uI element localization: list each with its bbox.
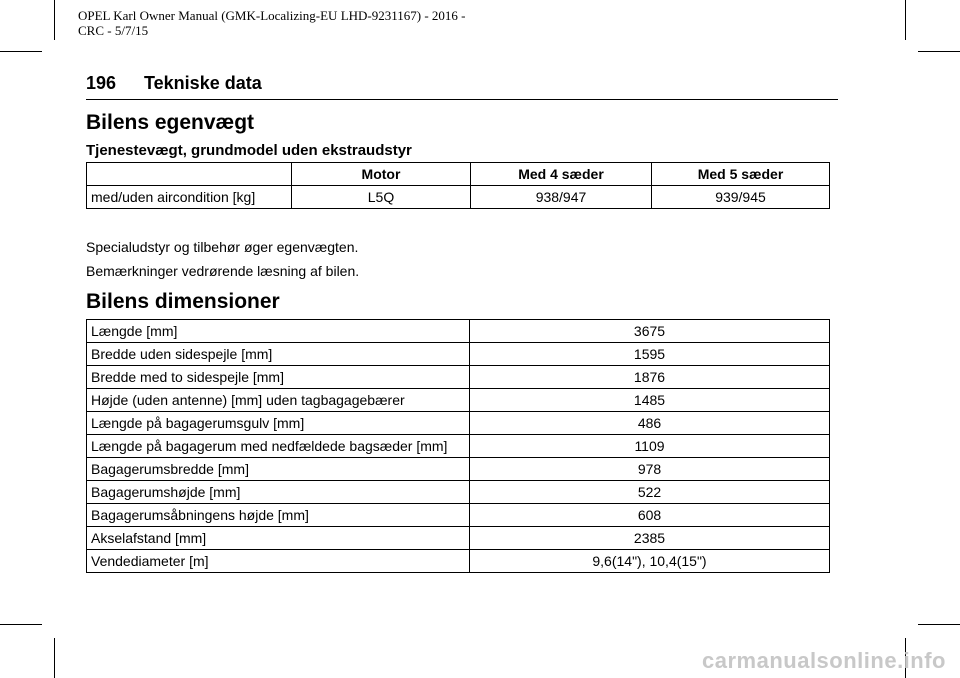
crop-mark [918,51,960,52]
crop-mark [54,638,55,678]
dimension-label: Vendediameter [m] [87,550,470,573]
dimension-label: Bagagerumsåbningens højde [mm] [87,504,470,527]
dimension-value: 486 [470,412,830,435]
note-paragraph: Specialudstyr og tilbehør øger egenvægten. [86,239,359,255]
table-cell: med/uden aircondition [kg] [87,186,292,209]
page-header [86,73,262,94]
header-divider [86,99,838,100]
note-paragraph: Bemærkninger vedrørende læsning af bilen. [86,263,360,279]
dimensions-heading: Bilens dimensioner [86,290,280,313]
meta-line-2: CRC - 5/7/15 [78,23,149,38]
table-header-cell: Med 4 sæder [471,163,652,186]
dimension-value: 1876 [470,366,830,389]
dimension-value: 608 [470,504,830,527]
weight-heading: Bilens egenvægt [86,111,255,134]
dimension-label: Bagagerumsbredde [mm] [87,458,470,481]
dimension-label: Bredde med to sidespejle [mm] [87,366,470,389]
weight-subheading: Tjenestevægt, grundmodel uden ekstraudstyr [86,142,412,159]
dimension-value: 1485 [470,389,830,412]
table-row [87,320,830,343]
dimension-label: Længde på bagagerumsgulv [mm] [87,412,470,435]
table-row [87,186,830,209]
table-row [87,412,830,435]
meta-line-1: OPEL Karl Owner Manual (GMK-Localizing-EU LHD-9231167) - 2016 - [78,8,466,23]
dimension-label: Længde [mm] [87,320,470,343]
dimension-value: 1109 [470,435,830,458]
table-row [87,389,830,412]
dimension-label: Bredde uden sidespejle [mm] [87,343,470,366]
table-row [87,527,830,550]
dimension-value: 9,6(14"), 10,4(15") [470,550,830,573]
dimension-value: 3675 [470,320,830,343]
dimension-value: 978 [470,458,830,481]
crop-mark [918,624,960,625]
dimension-value: 522 [470,481,830,504]
table-header-row [87,163,830,186]
crop-mark [905,0,906,40]
dimension-label: Akselafstand [mm] [87,527,470,550]
table-row [87,504,830,527]
dimension-label: Længde på bagagerum med nedfældede bagsæder [mm] [87,435,470,458]
dimension-label: Bagagerumshøjde [mm] [87,481,470,504]
weight-table [86,162,830,209]
table-row [87,435,830,458]
table-header-cell: Med 5 sæder [652,163,830,186]
table-row [87,481,830,504]
crop-mark [0,51,42,52]
table-header-cell [87,163,292,186]
document-meta [78,8,578,38]
crop-mark [54,0,55,40]
dimensions-table [86,319,830,573]
watermark: carmanualsonline.info [702,648,946,673]
crop-mark [0,624,42,625]
table-row [87,550,830,573]
page-number: 196 [86,73,117,93]
table-cell: 939/945 [652,186,830,209]
table-row [87,366,830,389]
dimension-value: 1595 [470,343,830,366]
section-title: Tekniske data [144,73,262,93]
table-cell: 938/947 [471,186,652,209]
dimension-value: 2385 [470,527,830,550]
table-cell: L5Q [292,186,471,209]
table-row [87,343,830,366]
table-row [87,458,830,481]
table-header-cell: Motor [292,163,471,186]
dimension-label: Højde (uden antenne) [mm] uden tagbagagebærer [87,389,470,412]
